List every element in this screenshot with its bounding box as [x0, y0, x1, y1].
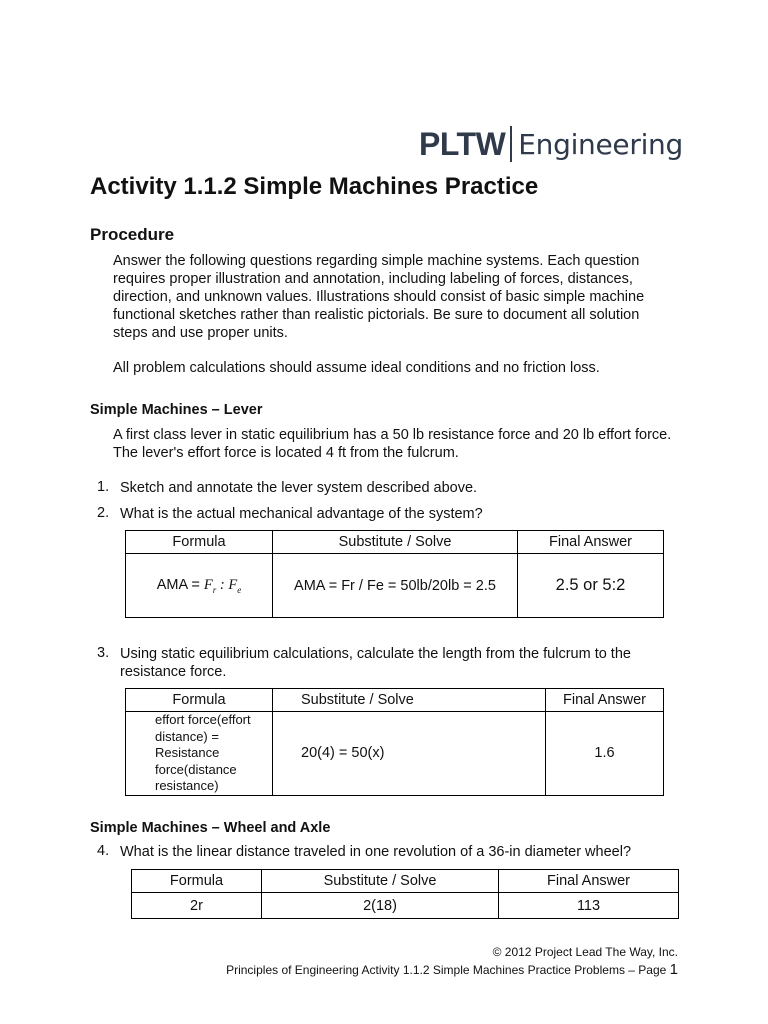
logo-divider	[510, 126, 512, 162]
footer-page-number: 1	[669, 961, 678, 978]
question-1-number: 1.	[97, 479, 110, 495]
question-3-number: 3.	[97, 645, 110, 661]
question-4-number: 4.	[97, 843, 110, 859]
page-title: Activity 1.1.2 Simple Machines Practice	[90, 173, 539, 200]
q3-header-answer: Final Answer	[546, 689, 664, 712]
lever-heading: Simple Machines – Lever	[90, 402, 263, 418]
q2-header-solve: Substitute / Solve	[273, 531, 518, 554]
q2-answer-cell: 2.5 or 5:2	[518, 554, 664, 618]
q4-solve-cell: 2(18)	[262, 893, 499, 919]
q3-header-formula: Formula	[126, 689, 273, 712]
question-2-text: What is the actual mechanical advantage of the system?	[120, 506, 483, 522]
footer-doc-line	[226, 961, 678, 978]
lever-description: A first class lever in static equilibrium has a 50 lb resistance force and 20 lb effort force. The lever's effort force is located 4 ft from the fulcrum.	[113, 427, 672, 461]
q2-formula-cell	[126, 554, 273, 618]
question-4-text: What is the linear distance traveled in one revolution of a 36-in diameter wheel?	[120, 844, 632, 860]
q4-answer-cell: 113	[499, 893, 679, 919]
procedure-heading: Procedure	[90, 225, 175, 244]
procedure-note: All problem calculations should assume ideal conditions and no friction loss.	[113, 360, 600, 376]
question-1-text: Sketch and annotate the lever system described above.	[120, 480, 478, 496]
q2-header-formula: Formula	[126, 531, 273, 554]
q3-answer-cell: 1.6	[546, 712, 664, 796]
q4-header-solve: Substitute / Solve	[262, 870, 499, 893]
question-2-number: 2.	[97, 505, 110, 521]
question-2-table	[125, 530, 664, 618]
q3-formula-line: effort force(effort	[155, 712, 251, 727]
pltw-engineering-logo	[419, 124, 683, 164]
logo-brand: PLTW	[419, 125, 506, 162]
q4-header-formula: Formula	[132, 870, 262, 893]
question-3-text: Using static equilibrium calculations, calculate the length from the fulcrum to the resistance force.	[120, 646, 631, 680]
q3-formula-cell	[126, 712, 273, 796]
wheel-heading: Simple Machines – Wheel and Axle	[90, 820, 331, 836]
footer-copyright: © 2012 Project Lead The Way, Inc.	[492, 945, 678, 959]
q4-header-answer: Final Answer	[499, 870, 679, 893]
q3-formula-line: resistance)	[155, 778, 219, 793]
footer-doc-title: Principles of Engineering Activity 1.1.2 Simple Machines Practice Problems – Page	[226, 963, 670, 977]
q3-formula-line: force(distance	[155, 761, 237, 777]
q2-formula-fr: $F_r$ : $F_e$	[203, 576, 242, 595]
q3-formula-line: distance) =	[155, 728, 219, 744]
procedure-intro: Answer the following questions regarding simple machine systems. Each question requires proper illustration and annotation, including labeling of forces, distances, direction, and unknown values. Illustrations should consist of basic simple machine functional sketches rather than realistic pictorials. Be sure to document all solution steps and use proper units.	[113, 253, 645, 341]
q2-header-answer: Final Answer	[518, 531, 664, 554]
question-3-table	[125, 688, 664, 796]
question-4-table	[131, 869, 679, 919]
q3-solve-cell: 20(4) = 50(x)	[273, 712, 546, 796]
q2-solve-cell: AMA = Fr / Fe = 50lb/20lb = 2.5	[273, 554, 518, 618]
logo-division: Engineering	[518, 127, 683, 161]
q3-header-solve: Substitute / Solve	[273, 689, 546, 712]
q3-formula-line: Resistance	[155, 745, 220, 760]
q2-formula-prefix: AMA =	[156, 576, 204, 593]
q4-formula-cell: 2r	[132, 893, 262, 919]
